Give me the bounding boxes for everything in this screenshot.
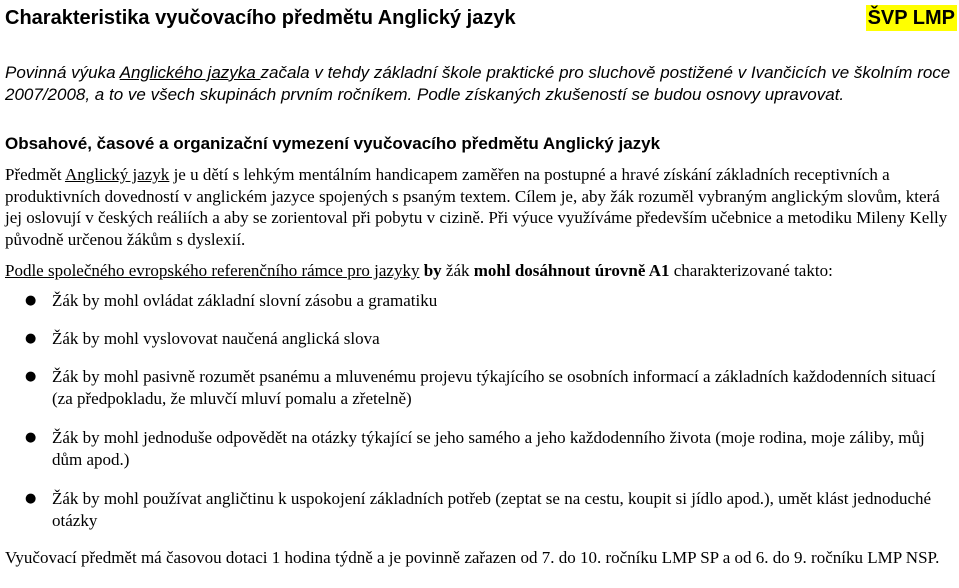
reference-bold-by: by <box>419 261 442 280</box>
body-link-anglicky-jazyk[interactable]: Anglický jazyk <box>64 165 170 184</box>
intro-link-anglickeho-jazyka[interactable]: Anglického jazyka <box>119 63 261 82</box>
intro-suffix: začala v tehdy základní škole praktické pro sluchově postižené v Ivančicích ve školním roce 2007/2008, a to ve všech skupinách prvním ročníkem. Podle získaných zkušeností se budou osnovy upravovat. <box>5 63 951 104</box>
list-item-text: Žák by mohl používat angličtinu k uspokojení základních potřeb (zeptat se na cestu, koupit si jídlo apod.), umět klást jednoduché otázky <box>52 489 932 530</box>
reference-mid: žák <box>441 261 474 280</box>
reference-suffix: charakterizované takto: <box>669 261 833 280</box>
reference-paragraph <box>5 260 955 282</box>
bullet-dot-icon: ● <box>25 430 37 445</box>
document-title: Charakteristika vyučovacího předmětu Anglický jazyk <box>5 7 516 29</box>
reference-bold-level: mohl dosáhnout úrovně A1 <box>473 261 670 280</box>
bullet-dot-icon: ● <box>25 293 37 308</box>
svp-lmp-badge: ŠVP LMP <box>867 7 955 29</box>
intro-prefix: Povinná výuka <box>5 63 120 82</box>
document-header <box>5 5 955 31</box>
section-heading: Obsahové, časové a organizační vymezení vyučovacího předmětu Anglický jazyk <box>5 134 661 153</box>
list-item-text: Žák by mohl jednoduše odpovědět na otázky týkající se jeho samého a jeho každodenního života (moje rodina, moje záliby, můj dům apod.) <box>52 428 925 469</box>
body-prefix: Předmět <box>5 165 65 184</box>
reference-link-cefr[interactable]: Podle společného evropského referenčního rámce pro jazyky <box>5 261 420 280</box>
bullet-dot-icon: ● <box>25 369 37 384</box>
list-item-text: Žák by mohl vyslovovat naučená anglická slova <box>52 329 380 348</box>
list-item-text: Žák by mohl ovládat základní slovní zásobu a gramatiku <box>52 291 438 310</box>
body-paragraph <box>5 164 953 250</box>
bullet-dot-icon: ● <box>25 331 37 346</box>
bullet-dot-icon: ● <box>25 491 37 506</box>
list-item-text: Žák by mohl pasivně rozumět psanému a mluvenému projevu týkajícího se osobních informací a základních každodenních situací (za předpokladu, že mluvčí mluví pomalu a zřetelně) <box>52 367 936 408</box>
body-suffix: je u dětí s lehkým mentálním handicapem zaměřen na postupné a hravé získání základních receptivních a produktivních dovedností v anglickém jazyce spojených s psaným textem. Cílem je, aby žák rozuměl vybraným anglickým slovům, která jej oslovují v českých reáliích a aby se zorientoval při pobytu v cizině. Při výuce využíváme především učebnice a metodiku Mileny Kelly původně určenou žákům s dyslexií. <box>5 165 948 249</box>
intro-paragraph <box>5 62 955 106</box>
closing-paragraph: Vyučovací předmět má časovou dotaci 1 hodina týdně a je povinně zařazen od 7. do 10. ročníku LMP SP a od 6. do 9. ročníku LMP NSP. <box>5 548 940 567</box>
